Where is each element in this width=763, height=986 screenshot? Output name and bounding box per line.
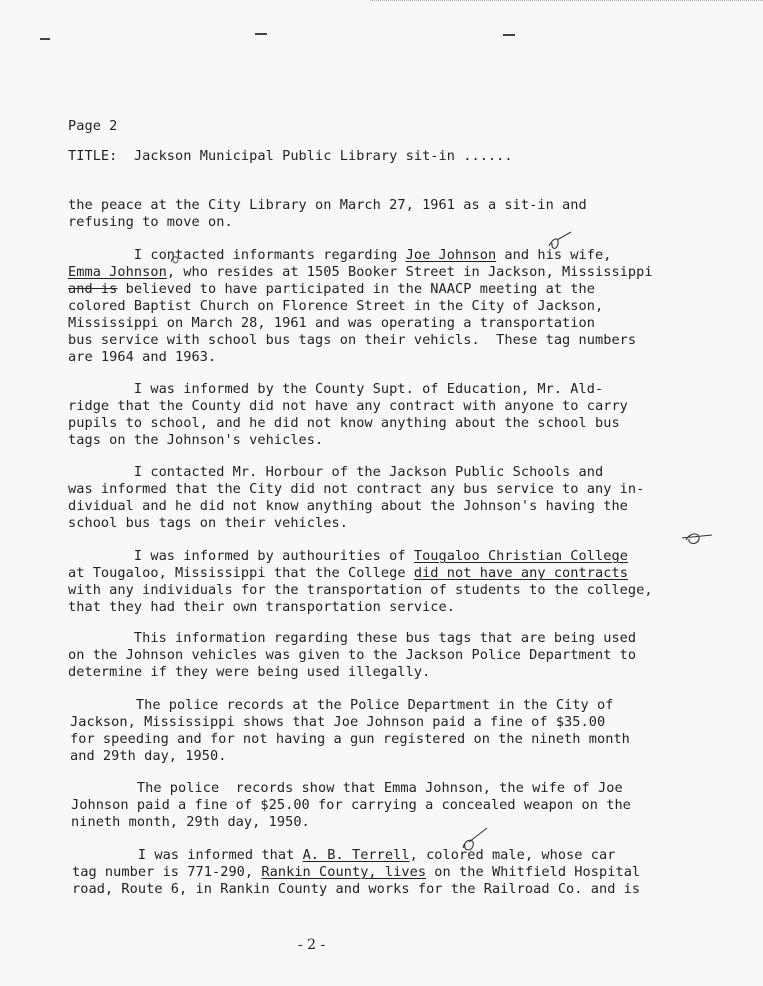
scan-speck <box>40 38 50 40</box>
page-label: Page 2 <box>68 118 118 134</box>
top-perforation <box>370 0 763 1</box>
text-line <box>68 565 628 581</box>
text-span: I was informed by authourities of <box>68 548 414 564</box>
text-line: was informed that the City did not contract any bus service to any in- <box>68 481 645 497</box>
text-line: The police records at the Police Department in the City of <box>70 697 614 713</box>
text-span: , who resides at 1505 Booker Street in Jackson, Mississippi <box>166 264 653 280</box>
handwritten-check-mark <box>545 230 575 254</box>
text-line: Mississippi on March 28, 1961 and was operating a transportation <box>68 315 595 331</box>
text-span: believed to have participated in the NAACP meeting at the <box>117 281 595 297</box>
text-span: I contacted informants regarding <box>68 247 406 263</box>
title-text: Jackson Municipal Public Library sit-in ...... <box>133 148 513 164</box>
text-line: are 1964 and 1963. <box>68 349 217 365</box>
document-title <box>68 148 513 164</box>
text-line: and 29th day, 1950. <box>70 748 227 764</box>
text-line <box>68 548 628 564</box>
text-line: I was informed by the County Supt. of Education, Mr. Ald- <box>68 381 604 397</box>
scan-speck <box>503 34 515 36</box>
underlined-text: Rankin County, lives <box>261 864 427 880</box>
text-line: determine if they were being used illegally. <box>68 664 431 680</box>
text-line <box>72 864 640 880</box>
text-line: colored Baptist Church on Florence Street in the City of Jackson, <box>68 298 604 314</box>
text-line: the peace at the City Library on March 27, 1961 as a sit-in and <box>68 197 587 213</box>
text-line: with any individuals for the transportation of students to the college, <box>68 582 653 598</box>
text-span: , colored male, whose car <box>409 847 616 863</box>
underlined-name: Tougaloo Christian College <box>413 548 628 564</box>
underlined-name: A. B. Terrell <box>302 847 410 863</box>
handwritten-check-mark <box>455 826 491 854</box>
text-line: I contacted Mr. Horbour of the Jackson Public Schools and <box>68 464 604 480</box>
underlined-name: Emma Johnson <box>68 264 167 280</box>
text-line: on the Johnson vehicles was given to the Jackson Police Department to <box>68 647 637 663</box>
text-line: school bus tags on their vehicles. <box>68 515 348 531</box>
text-line <box>68 281 595 297</box>
text-span: at Tougaloo, Mississippi that the College <box>68 565 414 581</box>
text-line <box>68 247 611 263</box>
text-line: Jackson, Mississippi shows that Joe Johnson paid a fine of $35.00 <box>70 714 606 730</box>
handwritten-check-mark <box>680 528 714 548</box>
text-line: that they had their own transportation service. <box>68 599 456 615</box>
text-span: and his wife, <box>496 247 612 263</box>
text-line <box>68 264 653 280</box>
text-line: road, Route 6, in Rankin County and works for the Railroad Co. and is <box>72 881 641 897</box>
text-line: This information regarding these bus tags that are being used <box>68 630 637 646</box>
underlined-text: did not have any contracts <box>413 565 628 581</box>
text-line: The police records show that Emma Johnson, the wife of Joe <box>71 780 623 796</box>
text-line: nineth month, 29th day, 1950. <box>71 814 310 830</box>
underlined-name: Joe Johnson <box>405 247 497 263</box>
page-number: - 2 - <box>298 937 326 953</box>
text-line: for speeding and for not having a gun registered on the nineth month <box>70 731 630 747</box>
text-line: dividual and he did not know anything about the Johnson's having the <box>68 498 628 514</box>
text-line: tags on the Johnson's vehicles. <box>68 432 324 448</box>
text-line <box>72 847 615 863</box>
text-span: tag number is 771-290, <box>72 864 262 880</box>
text-span: I was informed that <box>72 847 303 863</box>
text-line: bus service with school bus tags on their vehicls. These tag numbers <box>68 332 637 348</box>
struck-text: and is <box>68 281 118 297</box>
title-label: TITLE: <box>68 148 118 164</box>
text-line: pupils to school, and he did not know anything about the school bus <box>68 415 620 431</box>
text-line: refusing to move on. <box>68 214 233 230</box>
handwritten-annotation <box>168 252 182 266</box>
text-span: on the Whitfield Hospital <box>426 864 641 880</box>
text-line: ridge that the County did not have any contract with anyone to carry <box>68 398 628 414</box>
scan-speck <box>255 33 267 35</box>
text-line: Johnson paid a fine of $25.00 for carrying a concealed weapon on the <box>71 797 631 813</box>
